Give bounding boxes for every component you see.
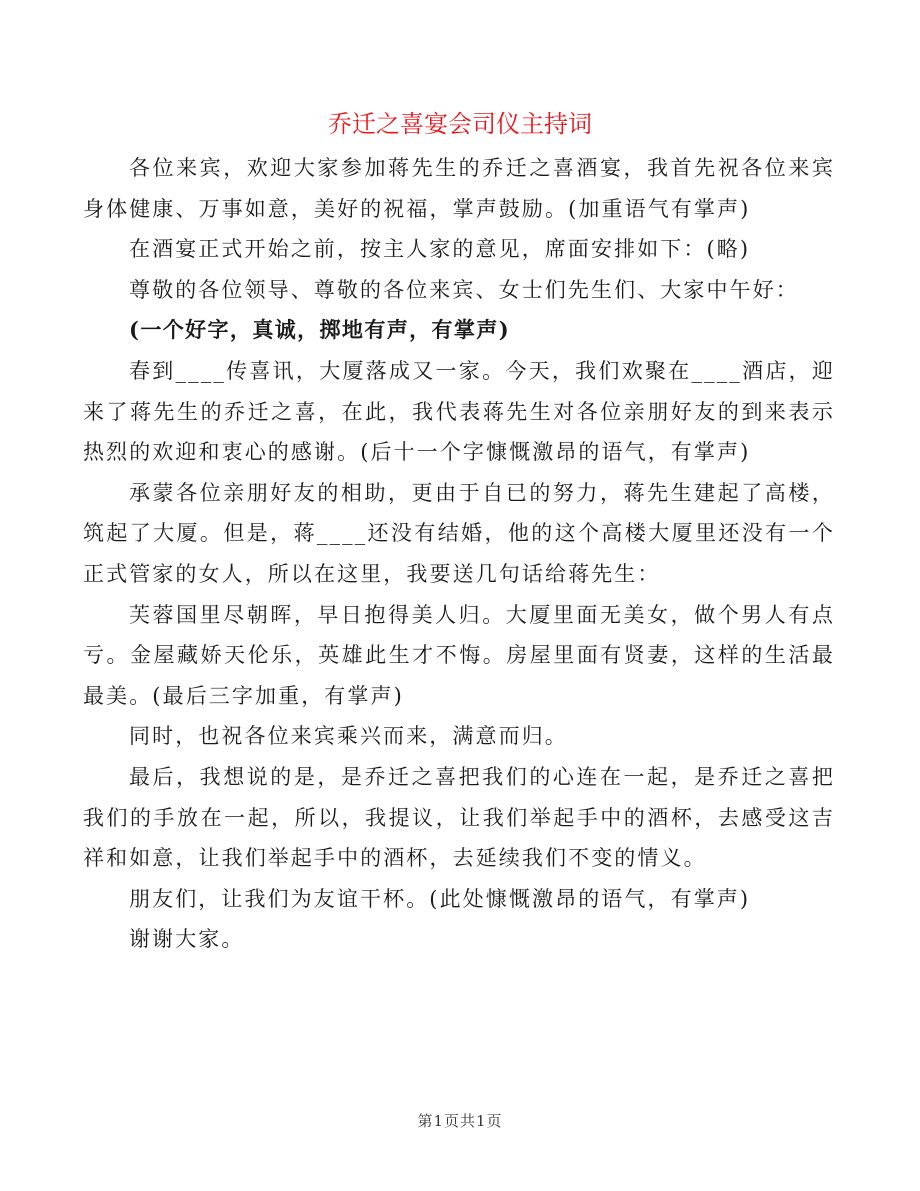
paragraph-poem: 芙蓉国里尽朝晖，早日抱得美人归。大厦里面无美女，做个男人有点亏。金屋藏娇天伦乐，英雄此生才不悔。房屋里面有贤妻，这样的生活最最美。(最后三字加重，有掌声): [83, 602, 835, 708]
paragraph-seating: 在酒宴正式开始之前，按主人家的意见，席面安排如下：(略): [129, 237, 751, 262]
paragraph-thanks: 谢谢大家。: [129, 927, 245, 952]
paragraph-salutation: 尊敬的各位领导、尊敬的各位来宾、女士们先生们、大家中午好：: [129, 277, 799, 302]
paragraph-wishes: 同时，也祝各位来宾乘兴而来，满意而归。: [129, 724, 568, 749]
paragraph-greeting: 各位来宾，欢迎大家参加蒋先生的乔迁之喜酒宴，我首先祝各位来宾身体健康、万事如意，美好的祝福，掌声鼓励。(加重语气有掌声): [83, 156, 835, 221]
paragraph-stage-note: (一个好字，真诚，掷地有声，有掌声): [129, 317, 511, 343]
document-title: 乔迁之喜宴会司仪主持词: [328, 110, 592, 138]
paragraph-toast-proposal: 最后，我想说的是，是乔迁之喜把我们的心连在一起，是乔迁之喜把我们的手放在一起，所以，我提议，让我们举起手中的酒杯，去感受这吉祥和如意，让我们举起手中的酒杯，去延续我们不变的情义。: [83, 764, 835, 871]
paragraph-toast: 朋友们，让我们为友谊干杯。(此处慷慨激昂的语气，有掌声): [129, 886, 751, 911]
paragraph-building: 承蒙各位亲朋好友的相助，更由于自已的努力，蒋先生建起了高楼，筑起了大厦。但是，蒋____还没有结婚，他的这个高楼大厦里还没有一个正式管家的女人，所以在这里，我要送几句话给蒋先生：: [83, 480, 835, 586]
paragraph-welcome: 春到____传喜讯，大厦落成又一家。今天，我们欢聚在____酒店，迎来了蒋先生的乔迁之喜，在此，我代表蒋先生对各位亲朋好友的到来表示热烈的欢迎和衷心的感谢。(后十一个字慷慨激昂的语气，有掌声): [83, 358, 835, 465]
document-body: [83, 148, 835, 960]
page-number-footer: 第1页共1页: [417, 1112, 503, 1130]
